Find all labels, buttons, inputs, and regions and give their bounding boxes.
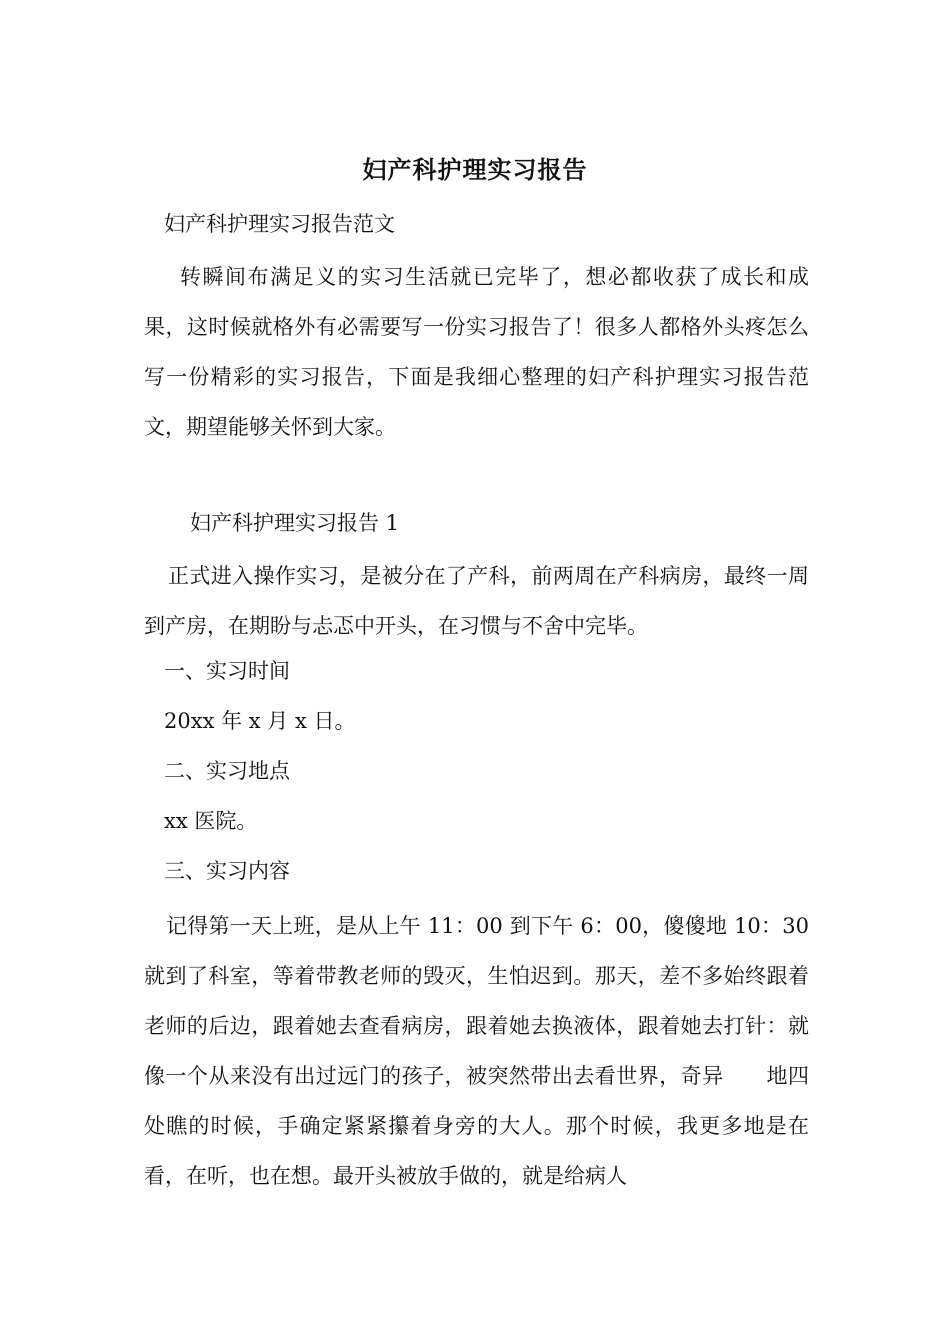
- document-title: 妇产科护理实习报告: [362, 155, 588, 184]
- section-heading: 妇产科护理实习报告 1: [190, 511, 400, 535]
- item-heading-time: 一、实习时间: [164, 659, 290, 683]
- item-heading-location: 二、实习地点: [164, 759, 290, 783]
- document-subtitle: 妇产科护理实习报告范文: [164, 212, 395, 236]
- content-paragraph: 记得第一天上班，是从上午 11：00 到下午 6：00，傻傻地 10：30 就到了科室，等着带教老师的毁灭，生怕迟到。那天，差不多始终跟着老师的后边，跟着她去查看病房，跟着她去换液体，跟着她去打针：就像一个从来没有出过远门的孩子，被突然带出去看世界，奇异 地四处瞧的时候，手确定紧紧攥着身旁的大人。那个时候，我更多地是在看，在听，也在想。最开头被放手做的，就是给病人: [144, 914, 809, 1188]
- intro-paragraph: 转瞬间布满足义的实习生活就已完毕了，想必都收获了成长和成果，这时候就格外有必需要写一份实习报告了！很多人都格外头疼怎么写一份精彩的实习报告，下面是我细心整理的妇产科护理实习报告范文，期望能够关怀到大家。: [144, 265, 809, 439]
- item-value-location: xx 医院。: [164, 809, 258, 833]
- item-value-time: 20xx 年 x 月 x 日。: [164, 709, 356, 733]
- item-heading-content: 三、实习内容: [164, 859, 290, 883]
- section-intro-paragraph: 正式进入操作实习，是被分在了产科，前两周在产科病房，最终一周到产房，在期盼与忐忑中开头，在习惯与不舍中完毕。: [144, 564, 809, 638]
